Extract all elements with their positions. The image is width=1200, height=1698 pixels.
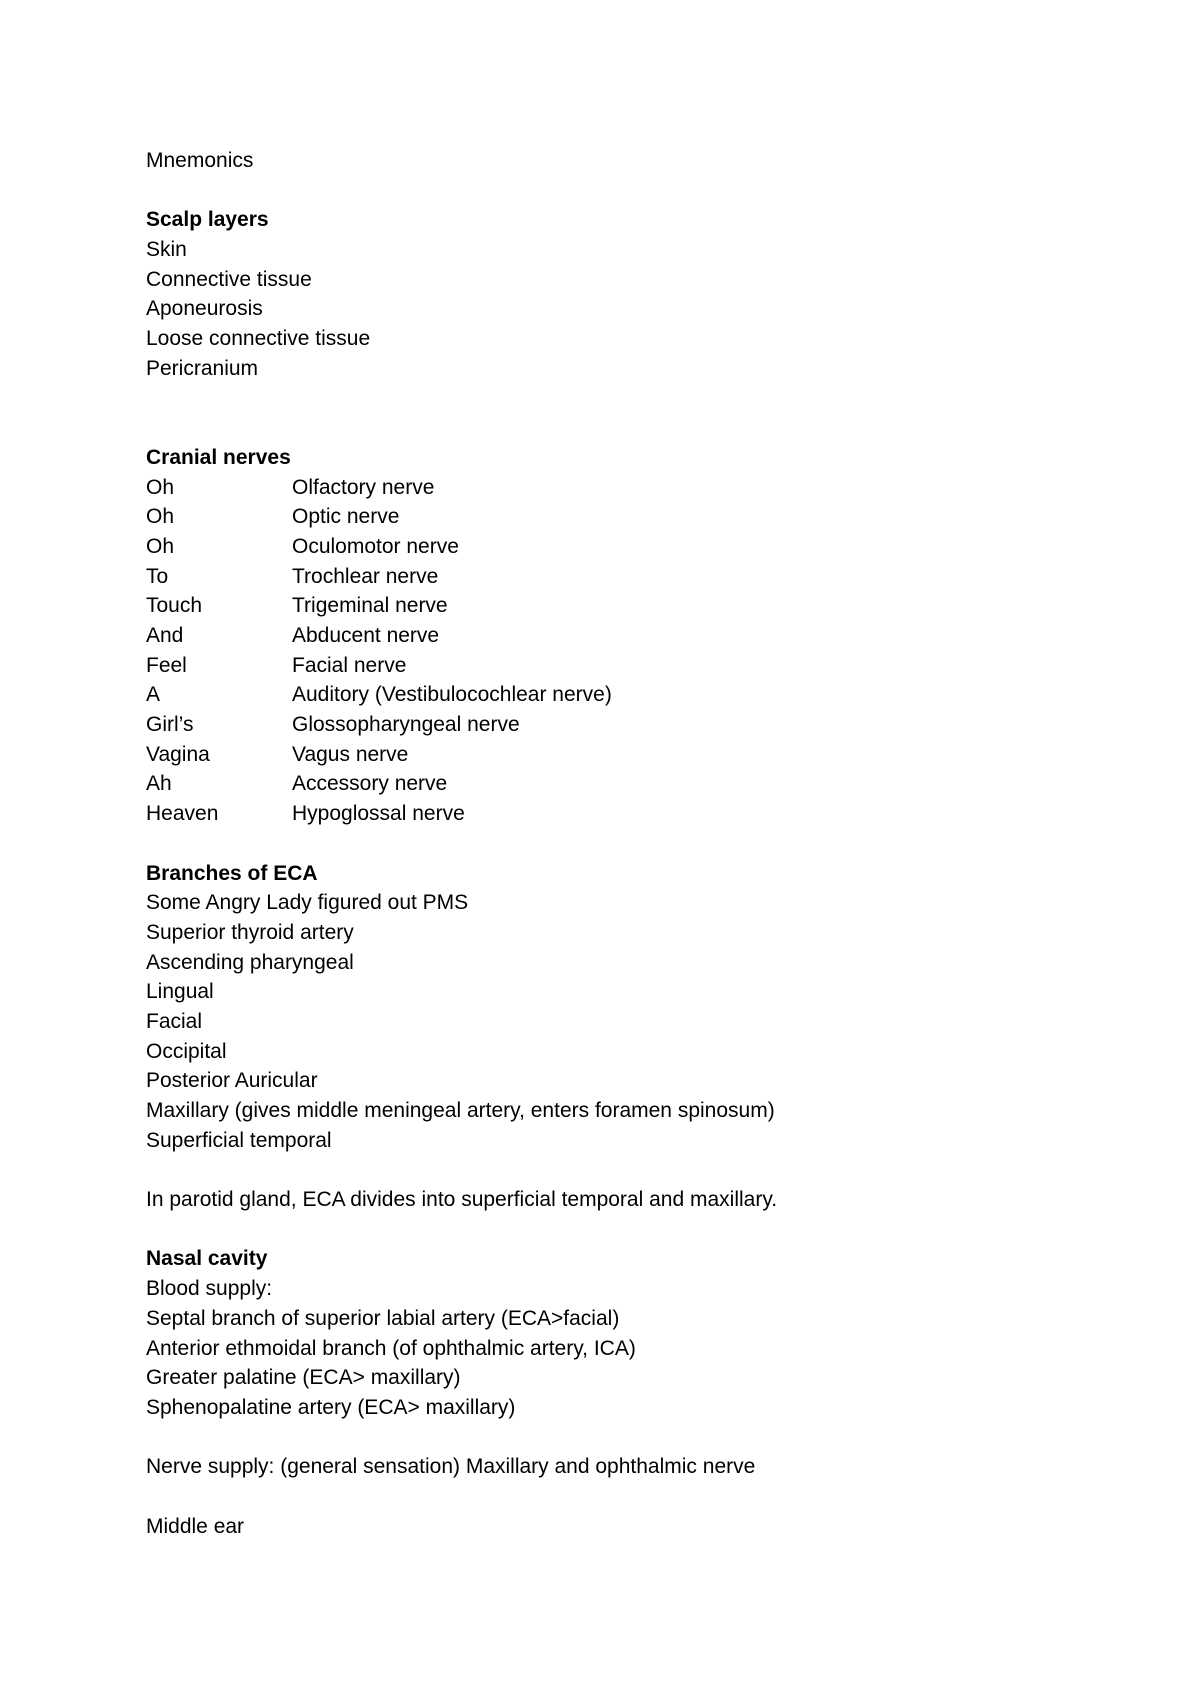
cranial-row bbox=[146, 799, 1106, 829]
blood-supply-item: Septal branch of superior labial artery (ECA>facial) bbox=[146, 1306, 620, 1330]
nerve-name: Trigeminal nerve bbox=[292, 594, 448, 618]
cranial-row bbox=[146, 740, 1106, 770]
spacer bbox=[146, 1155, 1106, 1185]
eca-mnemonic: Some Angry Lady figured out PMS bbox=[146, 891, 469, 915]
nerve-name: Trochlear nerve bbox=[292, 564, 439, 588]
cranial-row bbox=[146, 502, 1106, 532]
cranial-row bbox=[146, 769, 1106, 799]
mnemonic-word: Oh bbox=[146, 475, 175, 499]
blood-supply-item: Greater palatine (ECA> maxillary) bbox=[146, 1366, 461, 1390]
mnemonic-word: Vagina bbox=[146, 742, 210, 766]
mnemonic-word: Oh bbox=[146, 534, 175, 558]
mnemonic-word: A bbox=[146, 683, 161, 707]
document-page bbox=[146, 146, 1106, 1541]
blood-supply-label: Blood supply: bbox=[146, 1277, 273, 1301]
spacer bbox=[146, 1482, 1106, 1512]
mnemonic-word: Oh bbox=[146, 505, 175, 529]
cranial-heading: Cranial nerves bbox=[146, 445, 291, 469]
scalp-item: Skin bbox=[146, 238, 187, 262]
scalp-item: Aponeurosis bbox=[146, 297, 263, 321]
eca-item: Lingual bbox=[146, 980, 214, 1004]
scalp-item: Pericranium bbox=[146, 356, 259, 380]
nerve-name: Accessory nerve bbox=[292, 772, 448, 796]
eca-heading: Branches of ECA bbox=[146, 861, 318, 885]
eca-item: Ascending pharyngeal bbox=[146, 950, 354, 974]
spacer bbox=[146, 1215, 1106, 1245]
cranial-row bbox=[146, 651, 1106, 681]
mnemonic-word: Heaven bbox=[146, 802, 219, 826]
cranial-row bbox=[146, 532, 1106, 562]
eca-item: Occipital bbox=[146, 1039, 227, 1063]
cranial-row bbox=[146, 591, 1106, 621]
scalp-item: Connective tissue bbox=[146, 267, 312, 291]
eca-item: Superficial temporal bbox=[146, 1128, 332, 1152]
scalp-item: Loose connective tissue bbox=[146, 327, 371, 351]
cranial-row bbox=[146, 562, 1106, 592]
spacer bbox=[146, 176, 1106, 206]
spacer bbox=[146, 1423, 1106, 1453]
nerve-name: Hypoglossal nerve bbox=[292, 802, 465, 826]
cranial-row bbox=[146, 621, 1106, 651]
nasal-heading: Nasal cavity bbox=[146, 1247, 268, 1271]
blood-supply-item: Anterior ethmoidal branch (of ophthalmic artery, ICA) bbox=[146, 1336, 636, 1360]
mnemonic-word: And bbox=[146, 624, 184, 647]
nerve-name: Auditory (Vestibulocochlear nerve) bbox=[292, 683, 612, 707]
nerve-name: Abducent nerve bbox=[292, 624, 440, 647]
eca-item: Posterior Auricular bbox=[146, 1069, 318, 1093]
eca-item: Superior thyroid artery bbox=[146, 920, 354, 944]
mnemonic-word: Touch bbox=[146, 594, 203, 618]
eca-item: Facial bbox=[146, 1009, 203, 1033]
mnemonic-word: Ah bbox=[146, 772, 172, 796]
nerve-name: Olfactory nerve bbox=[292, 475, 435, 499]
nerve-supply: Nerve supply: (general sensation) Maxillary and ophthalmic nerve bbox=[146, 1455, 756, 1479]
mnemonic-word: Girl’s bbox=[146, 713, 194, 737]
spacer bbox=[146, 413, 1106, 443]
nerve-name: Oculomotor nerve bbox=[292, 534, 459, 558]
cranial-row bbox=[146, 710, 1106, 740]
cranial-row bbox=[146, 680, 1106, 710]
cranial-row bbox=[146, 473, 1106, 503]
document-title: Mnemonics bbox=[146, 149, 254, 172]
eca-note: In parotid gland, ECA divides into superficial temporal and maxillary. bbox=[146, 1188, 778, 1212]
nerve-name: Vagus nerve bbox=[292, 742, 409, 766]
scalp-heading: Scalp layers bbox=[146, 208, 269, 232]
spacer bbox=[146, 829, 1106, 859]
mnemonic-word: Feel bbox=[146, 653, 187, 677]
nerve-name: Glossopharyngeal nerve bbox=[292, 713, 520, 737]
eca-item: Maxillary (gives middle meningeal artery, enters foramen spinosum) bbox=[146, 1099, 775, 1122]
spacer bbox=[146, 384, 1106, 414]
nerve-name: Optic nerve bbox=[292, 505, 400, 529]
middle-ear-heading: Middle ear bbox=[146, 1514, 245, 1538]
nerve-name: Facial nerve bbox=[292, 653, 407, 677]
mnemonic-word: To bbox=[146, 564, 169, 588]
blood-supply-item: Sphenopalatine artery (ECA> maxillary) bbox=[146, 1395, 516, 1419]
